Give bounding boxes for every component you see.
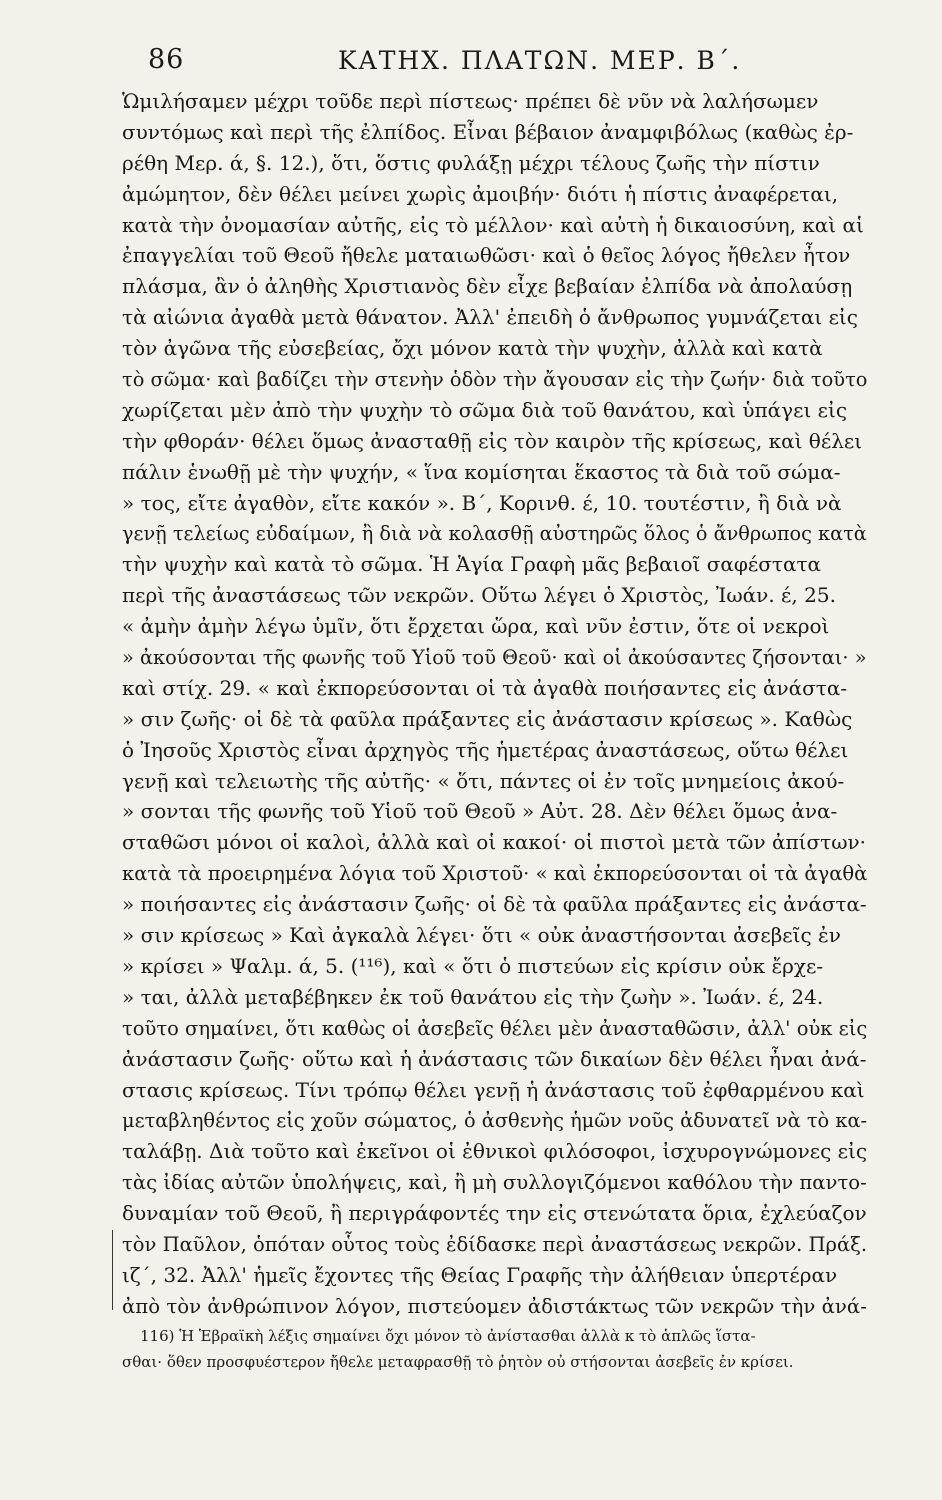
text-line: ιζ΄, 32. Ἀλλ' ἡμεῖς ἔχοντες τῆς Θείας Γραφῆς τὴν ἀλήθειαν ὑπερτέραν [122, 1262, 838, 1287]
margin-rule [112, 1230, 113, 1310]
text-line: ἐπαγγελίαι τοῦ Θεοῦ ἤθελε ματαιωθῶσι· καὶ ὁ θεῖος λόγος ἤθελεν ἦτον [122, 243, 851, 268]
text-line: » ἀκούσονται τῆς φωνῆς τοῦ Υἱοῦ τοῦ Θεοῦ· καὶ οἱ ἀκούσαντες ζήσονται· » [122, 645, 867, 670]
text-line: στασις κρίσεως. Τίνι τρόπῳ θέλει γενῇ ἡ ἀνάστασις τοῦ ἐφθαρμένου καὶ [122, 1077, 865, 1102]
text-line: » κρίσει » Ψαλμ. ά, 5. (¹¹⁶), καὶ « ὅτι ὁ πιστεύων εἰς κρίσιν οὐκ ἔρχε- [122, 953, 824, 978]
text-line: τὰ αἰώνια ἀγαθὰ μετὰ θάνατον. Ἀλλ' ἐπειδὴ ὁ ἄνθρωπος γυμνάζεται εἰς [122, 305, 858, 330]
text-line: τὰς ἰδίας αὐτῶν ὑπολήψεις, καὶ, ἢ μὴ συλλογιζόμενοι καθόλου τὴν παντο- [122, 1170, 867, 1195]
main-text [122, 86, 867, 1322]
footnote [122, 1323, 867, 1375]
running-title: ΚΑΤΗΧ. ΠΛΑΤΩΝ. ΜΕΡ. Β΄. [338, 46, 742, 75]
text-line: Ὡμιλήσαμεν μέχρι τοῦδε περὶ πίστεως· πρέπει δὲ νῦν νὰ λαλήσωμεν [122, 89, 819, 113]
text-line: συντόμως καὶ περὶ τῆς ἐλπίδος. Εἶναι βέβαιον ἀναμφιβόλως (καθὼς ἐρ- [122, 119, 854, 144]
text-line: » σιν κρίσεως » Καὶ ἀγκαλὰ λέγει· ὅτι « οὐκ ἀναστήσονται ἀσεβεῖς ἐν [122, 923, 841, 948]
text-line: » ποιήσαντες εἰς ἀνάστασιν ζωῆς· οἱ δὲ τὰ φαῦλα πράξαντες εἰς ἀνάστα- [122, 892, 867, 917]
text-line: » σονται τῆς φωνῆς τοῦ Υἱοῦ τοῦ Θεοῦ » Αὐτ. 28. Δὲν θέλει ὅμως ἀνα- [122, 799, 838, 824]
page-header [148, 44, 858, 80]
text-line: τὸν Παῦλον, ὁπόταν οὗτος τοὺς ἐδίδασκε περὶ ἀναστάσεως νεκρῶν. Πράξ. [122, 1231, 868, 1256]
text-line: χωρίζεται μὲν ἀπὸ τὴν ψυχὴν τὸ σῶμα διὰ τοῦ θανάτου, καὶ ὑπάγει εἰς [122, 397, 848, 422]
page-number: 86 [148, 44, 185, 75]
text-line: « ἀμὴν ἀμὴν λέγω ὑμῖν, ὅτι ἔρχεται ὥρα, καὶ νῦν ἐστιν, ὅτε οἱ νεκροὶ [122, 614, 830, 639]
text-line: ταλάβῃ. Διὰ τοῦτο καὶ ἐκεῖνοι οἱ ἐθνικοὶ φιλόσοφοι, ἰσχυρογνώμονες εἰς [122, 1139, 868, 1164]
text-line: μεταβληθέντος εἰς χοῦν σώματος, ὁ ἀσθενὴς ἡμῶν νοῦς ἀδυνατεῖ νὰ τὸ κα- [122, 1108, 868, 1133]
text-line: » σιν ζωῆς· οἱ δὲ τὰ φαῦλα πράξαντες εἰς ἀνάστασιν κρίσεως ». Καθὼς [122, 706, 853, 731]
text-line: τὸν ἀγῶνα τῆς εὐσεβείας, ὄχι μόνον κατὰ τὴν ψυχὴν, ἀλλὰ καὶ κατὰ [122, 336, 823, 361]
footnote-line: σθαι· ὅθεν προσφυέστερον ἤθελε μεταφρασθῇ τὸ ῥητὸν οὐ στήσονται ἀσεβεῖς ἐν κρίσει. [122, 1353, 794, 1371]
text-line: σταθῶσι μόνοι οἱ καλοὶ, ἀλλὰ καὶ οἱ κακοί· οἱ πιστοὶ μετὰ τῶν ἀπίστων· [122, 830, 867, 855]
text-line: καὶ στίχ. 29. « καὶ ἐκπορεύσονται οἱ τὰ ἀγαθὰ ποιήσαντες εἰς ἀνάστα- [122, 675, 848, 700]
text-line: πάλιν ἑνωθῇ μὲ τὴν ψυχήν, « ἵνα κομίσηται ἕκαστος τὰ διὰ τοῦ σώμα- [122, 459, 841, 484]
text-line: γενῇ καὶ τελειωτὴς τῆς αὐτῆς· « ὅτι, πάντες οἱ ἐν τοῖς μνημείοις ἀκού- [122, 768, 845, 793]
text-line: τοῦτο σημαίνει, ὅτι καθὼς οἱ ἀσεβεῖς θέλει μὲν ἀνασταθῶσιν, ἀλλ' οὐκ εἰς [122, 1015, 868, 1040]
text-line: κατὰ τὴν ὀνομασίαν αὐτῆς, εἰς τὸ μέλλον· καὶ αὐτὴ ἡ δικαιοσύνη, καὶ αἱ [122, 212, 864, 237]
text-line: κατὰ τὰ προειρημένα λόγια τοῦ Χριστοῦ· « καὶ ἐκπορεύσονται οἱ τὰ ἀγαθὰ [122, 861, 868, 886]
footnote-line: 116) Ἡ Ἑβραϊκὴ λέξις σημαίνει ὄχι μόνον τὸ ἀνίστασθαι ἀλλὰ κ τὸ ἁπλῶς ἵστα- [140, 1327, 756, 1345]
text-line: δυναμίαν τοῦ Θεοῦ, ἢ περιγράφοντές την εἰς στενώτατα ὅρια, ἐχλεύαζον [122, 1201, 867, 1226]
text-line: ρέθη Μερ. ά, §. 12.), ὅτι, ὅστις φυλάξῃ μέχρι τέλους ζωῆς τὴν πίστιν [122, 150, 820, 175]
text-line: γενῇ τελείως εὐδαίμων, ἢ διὰ νὰ κολασθῇ αὐστηρῶς ὅλος ὁ ἄνθρωπος κατὰ [122, 521, 867, 546]
text-line: τὴν ψυχὴν καὶ κατὰ τὸ σῶμα. Ἡ Ἁγία Γραφὴ μᾶς βεβαιοῖ σαφέστατα [122, 552, 822, 577]
text-line: ἀμώμητον, δὲν θέλει μείνει χωρὶς ἀμοιβήν· διότι ἡ πίστις ἀναφέρεται, [122, 181, 839, 206]
text-line: » τος, εἴτε ἀγαθὸν, εἴτε κακόν ». Β΄, Κορινθ. έ, 10. τουτέστιν, ἢ διὰ νὰ [122, 490, 842, 515]
text-line: περὶ τῆς ἀναστάσεως τῶν νεκρῶν. Οὕτω λέγει ὁ Χριστὸς, Ἰωάν. έ, 25. [122, 583, 836, 608]
text-line: ὁ Ἰησοῦς Χριστὸς εἶναι ἀρχηγὸς τῆς ἡμετέρας ἀναστάσεως, οὕτω θέλει [122, 737, 849, 762]
text-line: πλάσμα, ἂν ὁ ἀληθὴς Χριστιανὸς δὲν εἶχε βεβαίαν ἐλπίδα νὰ ἀπολαύσῃ [122, 274, 853, 299]
text-line: τὸ σῶμα· καὶ βαδίζει τὴν στενὴν ὁδὸν τὴν ἄγουσαν εἰς τὴν ζωήν· διὰ τοῦτο [122, 367, 868, 392]
text-line: τὴν φθοράν· θέλει ὅμως ἀνασταθῇ εἰς τὸν καιρὸν τῆς κρίσεως, καὶ θέλει [122, 428, 863, 453]
text-line: ἀνάστασιν ζωῆς· οὕτω καὶ ἡ ἀνάστασις τῶν δικαίων δὲν θέλει ἦναι ἀνά- [122, 1046, 867, 1071]
text-line: » ται, ἀλλὰ μεταβέβηκεν ἐκ τοῦ θανάτου εἰς τὴν ζωὴν ». Ἰωάν. έ, 24. [122, 984, 824, 1009]
text-line: ἀπὸ τὸν ἀνθρώπινον λόγον, πιστεύομεν ἀδιστάκτως τῶν νεκρῶν τὴν ἀνά- [122, 1293, 867, 1318]
